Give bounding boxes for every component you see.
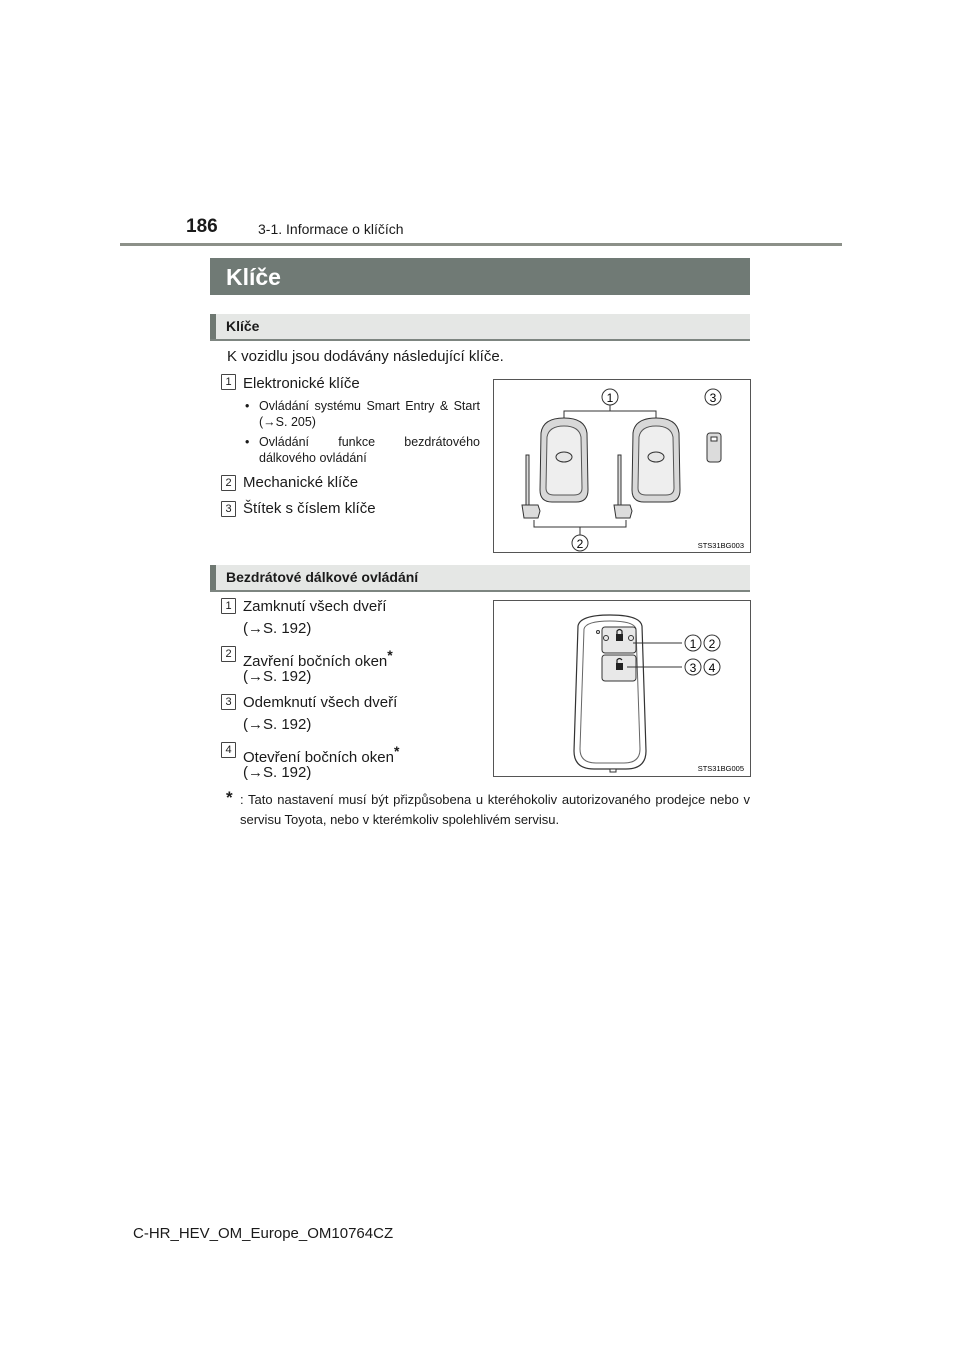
section-heading-label: Klíče (226, 318, 260, 334)
mechanical-key-left-icon (522, 455, 540, 518)
smart-key-left-icon (540, 418, 588, 502)
number-1-icon: 1 (221, 598, 236, 614)
callout-1: 1 (689, 637, 697, 651)
section-heading-keys (210, 314, 750, 341)
page-title: Klíče (226, 264, 281, 290)
number-3-icon: 3 (221, 501, 236, 517)
callout-3: 3 (709, 391, 717, 405)
figure-code: STS31BG005 (697, 764, 744, 773)
asterisk-mark: * (387, 647, 393, 663)
page-title-bar (210, 258, 750, 295)
callout-3: 3 (689, 661, 697, 675)
bullet-smart-entry: • Ovládání systému Smart Entry & Start (→S. 205) (245, 399, 480, 429)
figure-code: STS31BG003 (697, 541, 744, 550)
item-electronic-keys: Elektronické klíče (243, 375, 360, 392)
item-open-windows: Otevření bočních oken* (243, 743, 400, 766)
header-rule (120, 243, 842, 246)
page-number: 186 (186, 216, 218, 237)
footnote (226, 790, 750, 830)
callout-2: 2 (708, 637, 716, 651)
callout-2: 2 (576, 537, 584, 551)
item-open-windows-ref: (→S. 192) (243, 764, 312, 781)
smart-key-icon (574, 615, 646, 772)
section-heading-label: Bezdrátové dálkové ovládání (226, 569, 419, 585)
asterisk-mark: * (393, 743, 400, 759)
mechanical-key-right-icon (614, 455, 632, 518)
callout-4: 4 (708, 661, 716, 675)
item-unlock-ref: (→S. 192) (243, 716, 312, 733)
item-unlock-all-doors: Odemknutí všech dveří (243, 694, 398, 711)
smart-key-right-icon (632, 418, 680, 502)
number-4-icon: 4 (221, 742, 236, 758)
item-close-windows-ref: (→S. 192) (243, 668, 312, 685)
callout-1: 1 (606, 391, 614, 405)
footnote-text: : Tato nastavení musí být přizpůsobena u kteréhokoliv autorizovaného prodejce nebo v servisu Toyota, nebo v kterémkoliv spolehlivém servisu. (240, 792, 750, 827)
item-lock-all-doors: Zamknutí všech dveří (243, 598, 387, 615)
breadcrumb: 3-1. Informace o klíčích (258, 221, 404, 237)
key-number-plate-icon (707, 433, 721, 462)
section-heading-wireless-remote (210, 565, 750, 592)
item-key-number-plate: Štítek s číslem klíče (243, 500, 376, 517)
intro-text: K vozidlu jsou dodávány následující klíče. (227, 348, 504, 365)
item-lock-ref: (→S. 192) (243, 620, 312, 637)
item-close-windows: Zavření bočních oken* (243, 647, 393, 670)
number-3-icon: 3 (221, 694, 236, 710)
asterisk-mark: * (226, 788, 233, 807)
keys-illustration (493, 379, 751, 553)
footer-doc-id: C-HR_HEV_OM_Europe_OM10764CZ (133, 1225, 394, 1242)
remote-illustration (493, 600, 751, 777)
number-1-icon: 1 (221, 374, 236, 390)
number-2-icon: 2 (221, 475, 236, 491)
item-mechanical-keys: Mechanické klíče (243, 474, 359, 491)
number-2-icon: 2 (221, 646, 236, 662)
bullet-wireless-remote: • Ovládání funkce bezdrátového dálkového ovládání (245, 435, 480, 465)
